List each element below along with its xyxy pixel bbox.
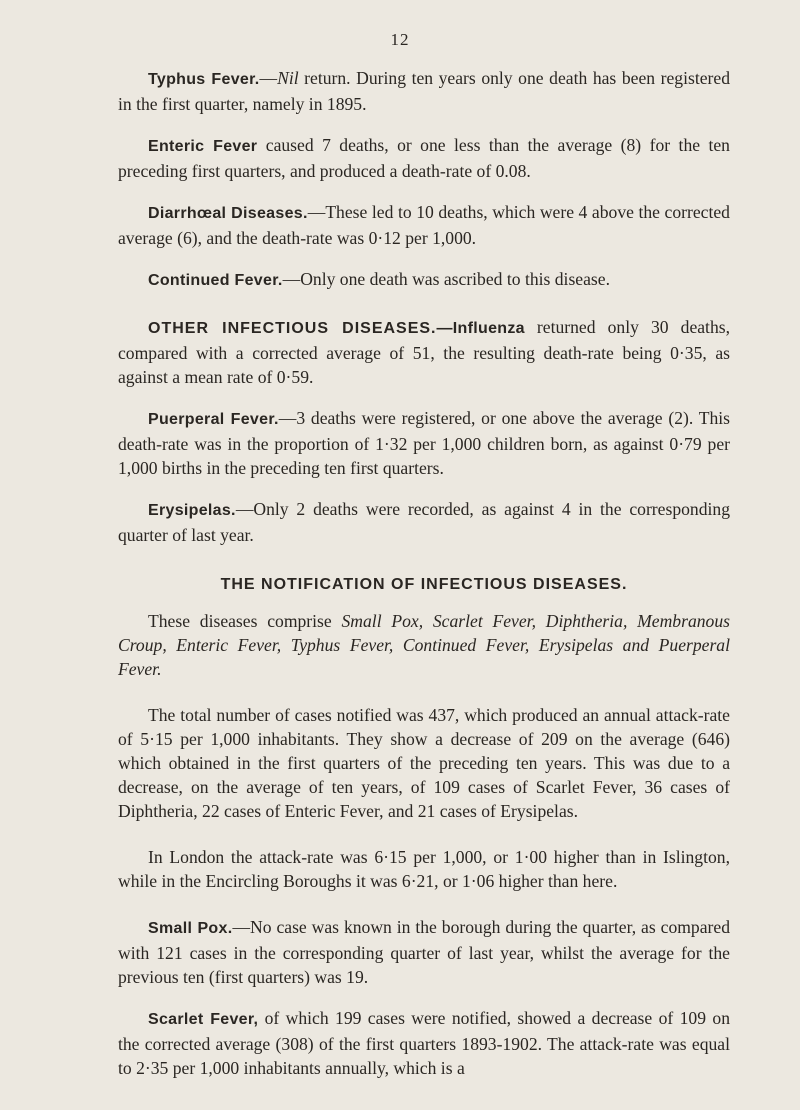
scarlet-fever-paragraph: [118, 1006, 730, 1080]
typhus-text: return. During ten years only one death has been registered in the first quarter, namely in 1895.: [118, 68, 730, 114]
erysipelas-text: —Only 2 deaths were recorded, as against 4 in the corresponding quarter of last year.: [118, 499, 730, 545]
diarrhoeal-heading: Diarrhœal Diseases.: [148, 205, 308, 222]
notification-london-paragraph: In London the attack-rate was 6·15 per 1,000, or 1·00 higher than in Islington, while in the Encircling Boroughs it was 6·21, or 1·06 higher than here.: [118, 847, 730, 891]
continued-paragraph: [118, 267, 730, 293]
enteric-heading: Enteric Fever: [148, 138, 258, 155]
other-infectious-heading: OTHER INFECTIOUS DISEASES.: [148, 320, 437, 337]
puerperal-paragraph: [118, 406, 730, 480]
small-pox-heading: Small Pox.: [148, 920, 233, 937]
erysipelas-paragraph: [118, 497, 730, 547]
typhus-nil: Nil: [277, 68, 299, 88]
puerperal-text: —3 deaths were registered, or one above the average (2). This death-rate was in the proportion of 1·32 per 1,000 children born, as against 0·79 per 1,000 births in the preceding ten first quarters.: [118, 408, 730, 478]
section-title: THE NOTIFICATION OF INFECTIOUS DISEASES.: [220, 576, 628, 593]
notification-total-paragraph: The total number of cases notified was 437, which produced an annual attack-rate of 5·15 per 1,000 inhabitants. They show a decrease of 209 on the average (646) which obtained in the first quarters of the preceding ten years. This was due to a decrease, on the average of ten years, of 109 cases of Scarlet Fever, 36 cases of Diphtheria, 22 cases of Enteric Fever, and 21 cases of Erysipelas.: [118, 705, 730, 821]
erysipelas-heading: Erysipelas.: [148, 502, 236, 519]
other-infectious-text: returned only 30 deaths, compared with a corrected average of 51, the resulting death-rate being 0·35, as against a mean rate of 0·59.: [118, 317, 730, 387]
small-pox-paragraph: [118, 915, 730, 989]
page-number: 12: [390, 30, 410, 49]
other-infectious-paragraph: [118, 315, 730, 389]
puerperal-heading: Puerperal Fever.: [148, 411, 279, 428]
small-pox-text: —No case was known in the borough during the quarter, as compared with 121 cases in the corresponding quarter of last year, whilst the average for the previous ten (first quarters) was 19.: [118, 917, 730, 987]
notification-intro: These diseases comprise: [148, 611, 342, 631]
continued-text: —Only one death was ascribed to this disease.: [282, 269, 610, 289]
typhus-dash: —: [259, 68, 278, 88]
diarrhoeal-text: —These led to 10 deaths, which were 4 above the corrected average (6), and the death-rate was 0·12 per 1,000.: [118, 202, 730, 248]
scarlet-fever-text: of which 199 cases were notified, showed a decrease of 109 on the corrected average (308) of the first quarters 1893-1902. The attack-rate was equal to 2·35 per 1,000 inhabitants annually, which is a: [118, 1008, 730, 1078]
page-body: [118, 66, 730, 1080]
enteric-paragraph: [118, 133, 730, 183]
diarrhoeal-paragraph: [118, 200, 730, 250]
typhus-paragraph: [118, 66, 730, 116]
enteric-text: caused 7 deaths, or one less than the average (8) for the ten preceding first quarters, and produced a death-rate of 0.08.: [118, 135, 730, 181]
continued-heading: Continued Fever.: [148, 272, 283, 289]
notification-intro-paragraph: [118, 609, 730, 681]
influenza-heading: —Influenza: [436, 320, 525, 337]
typhus-heading: Typhus Fever.: [148, 71, 260, 88]
scarlet-fever-heading: Scarlet Fever,: [148, 1011, 259, 1028]
notification-diseases: Small Pox, Scarlet Fever, Diphtheria, Membranous Croup, Enteric Fever, Typhus Fever, Continued Fever, Erysipelas and Puerperal Fever.: [118, 611, 730, 679]
